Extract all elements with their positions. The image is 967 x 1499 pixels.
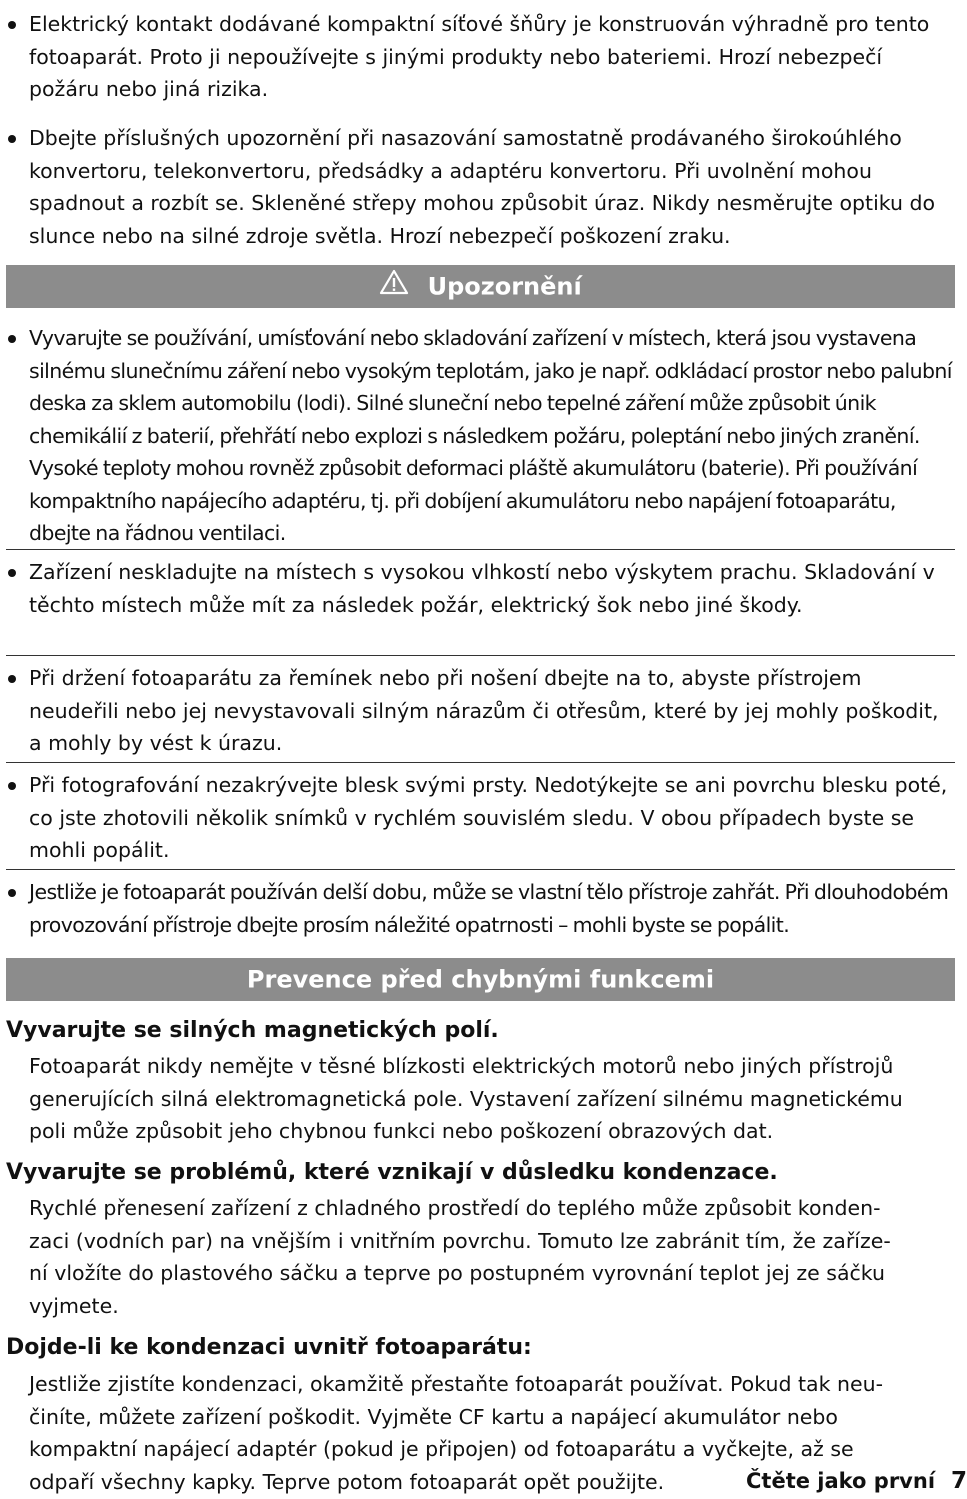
subsection-paragraph: Fotoaparát nikdy nemějte v těsné blízkosti elektrických motorů nebo jiných přístrojů generujících silná elektromagnetická pole. Vystavení zařízení silnému magnetickému poli může způsobit jeho chybnou funkci nebo poškození obrazových dat. xyxy=(29,1054,903,1143)
list-item: Vyvarujte se používání, umísťování nebo skladování zařízení v místech, která jsou vystavena silnému slunečnímu záření nebo vysokým teplotám, jako je např. odkládací prostor nebo palubní deska za sklem automobilu (lodi). Silné sluneční nebo tepelné záření může způsobit únik chemikálií z baterií, přehřátí nebo explozi s následkem požáru, poleptání nebo jiných zranění. Vysoké teploty mohou rovněž způsobit deformaci pláště akumulátoru (baterie). Při používání kompaktního napájecího adaptéru, tj. při dobíjení akumulátoru nebo napájení fotoaparátu, dbejte na řádnou ventilaci. xyxy=(0,322,955,550)
divider xyxy=(6,762,955,763)
page-footer xyxy=(746,1466,967,1496)
bullet-icon xyxy=(8,335,16,343)
list-item: Zařízení neskladujte na místech s vysokou vlhkostí nebo výskytem prachu. Skladování v těchto místech může mít za následek požár, elektrický šok nebo jiné škody. xyxy=(0,556,955,621)
caution-bullet-list xyxy=(0,556,955,621)
list-item: Při fotografování nezakrývejte blesk svými prsty. Nedotýkejte se ani povrchu blesku poté, co jste zhotovili několik snímků v rychlém souvislém sledu. V obou případech byste se mohli popálit. xyxy=(0,769,955,867)
list-item: Při držení fotoaparátu za řemínek nebo při nošení dbejte na to, abyste přístrojem neudeřili nebo jej nevystavovali silným nárazům či otřesům, které by jej mohly poškodit, a mohly by vést k úrazu. xyxy=(0,662,955,760)
caution-section-title: Upozornění xyxy=(427,272,582,301)
bullet-icon xyxy=(8,569,16,577)
caution-bullet-list xyxy=(0,769,955,867)
list-item: Jestliže je fotoaparát používán delší dobu, může se vlastní tělo přístroje zahřát. Při dlouhodobém provozování přístroje dbejte prosím náležité opatrnosti – mohli byste se popálit. xyxy=(0,876,955,941)
warning-triangle-icon xyxy=(379,266,409,309)
footer-label: Čtěte jako první xyxy=(746,1469,936,1493)
list-item: Dbejte příslušných upozornění při nasazování samostatně prodávaného širokoúhlého konvertoru, telekonvertoru, předsádky a adaptéru konvertoru. Při uvolnění mohou spadnout a rozbít se. Skleněné střepy mohou způsobit úraz. Nikdy nesměrujte optiku do slunce nebo na silné zdroje světla. Hrozí nebezpečí poškození zraku. xyxy=(0,122,955,252)
prevention-section-header xyxy=(6,958,955,1001)
bullet-icon xyxy=(8,889,16,897)
bullet-icon xyxy=(8,135,16,143)
top-bullet-list xyxy=(0,8,955,252)
list-item: Elektrický kontakt dodávané kompaktní síťové šňůry je konstruován výhradně pro tento fotoaparát. Proto ji nepoužívejte s jinými produkty nebo bateriemi. Hrozí nebezpečí požáru nebo jiná rizika. xyxy=(0,8,955,105)
prevention-section-title: Prevence před chybnými funkcemi xyxy=(246,965,715,994)
subsection-heading: Vyvarujte se problémů, které vznikají v důsledku kondenzace. xyxy=(6,1160,778,1185)
bullet-icon xyxy=(8,675,16,683)
caution-bullet-list xyxy=(0,876,955,941)
subsection-paragraph: Jestliže zjistíte kondenzaci, okamžitě přestaňte fotoaparát používat. Pokud tak neu- činíte, můžete zařízení poškodit. Vyjměte CF kartu a napájecí akumulátor nebo kompaktní napájecí adaptér (pokud je připojen) od fotoaparátu a vyčkejte, až se odpaří všechny kapky. Teprve potom fotoaparát opět použijte. xyxy=(29,1372,883,1494)
page-number: 7 xyxy=(951,1468,967,1494)
subsection-heading: Dojde-li ke kondenzaci uvnitř fotoaparátu: xyxy=(6,1335,532,1360)
caution-bullet-list xyxy=(0,322,955,550)
caution-section-header xyxy=(6,265,955,308)
caution-bullet-list xyxy=(0,662,955,760)
divider xyxy=(6,869,955,870)
subsection-heading: Vyvarujte se silných magnetických polí. xyxy=(6,1018,499,1043)
bullet-icon xyxy=(8,21,16,29)
divider xyxy=(6,549,955,550)
divider xyxy=(6,655,955,656)
bullet-icon xyxy=(8,782,16,790)
subsection-paragraph: Rychlé přenesení zařízení z chladného prostředí do teplého může způsobit konden- zaci (vodních par) na vnějším i vnitřním povrchu. Tomuto lze zabránit tím, že zaříze- ní vložíte do plastového sáčku a teprve po postupném vyrovnání teplot jej ze sáčku vyjmete. xyxy=(29,1196,891,1318)
